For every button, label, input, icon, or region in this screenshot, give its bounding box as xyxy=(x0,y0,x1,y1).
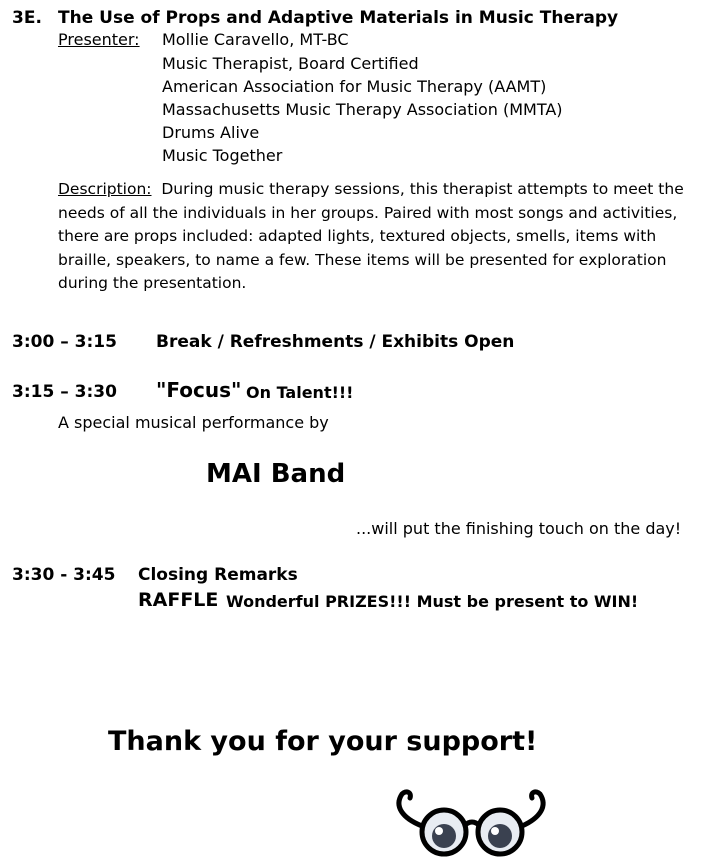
session-description xyxy=(58,178,708,296)
talent-subtitle: A special musical performance by xyxy=(58,413,329,432)
talent-title-rest: On Talent!!! xyxy=(246,383,354,402)
presenter-line: American Association for Music Therapy (AAMT) xyxy=(162,77,547,96)
break-title: Break / Refreshments / Exhibits Open xyxy=(156,332,515,352)
closing-title: Closing Remarks xyxy=(138,565,298,585)
raffle-word: RAFFLE xyxy=(138,589,219,611)
closing-time: 3:30 - 3:45 xyxy=(12,565,116,585)
presenter-line: Massachusetts Music Therapy Association (MMTA) xyxy=(162,100,563,119)
presenter-line: Mollie Caravello, MT-BC xyxy=(162,30,349,49)
talent-tagline: ...will put the finishing touch on the day! xyxy=(356,519,682,538)
band-name: MAI Band xyxy=(206,459,346,489)
presenter-line: Music Therapist, Board Certified xyxy=(162,54,419,73)
presenter-line: Drums Alive xyxy=(162,123,260,142)
talent-title-quoted: "Focus" xyxy=(156,378,242,402)
eyeglasses-icon xyxy=(392,788,552,860)
thank-you-message: Thank you for your support! xyxy=(108,726,538,757)
presenter-line: Music Together xyxy=(162,146,283,165)
break-time: 3:00 – 3:15 xyxy=(12,332,117,352)
presenter-label: Presenter: xyxy=(58,30,140,49)
talent-time: 3:15 – 3:30 xyxy=(12,382,117,402)
session-number: 3E. xyxy=(12,8,42,28)
raffle-details: Wonderful PRIZES!!! Must be present to WIN! xyxy=(226,592,639,611)
description-text: During music therapy sessions, this therapist attempts to meet the needs of all the individuals in her groups. Paired with most songs and activities, there are props included: adapted lights, textured objects, smells, items with braille, speakers, to name a few. These items will be presented for exploration during the presentation. xyxy=(58,180,684,292)
description-label: Description: xyxy=(58,180,152,198)
session-title: The Use of Props and Adaptive Materials in Music Therapy xyxy=(58,8,619,28)
